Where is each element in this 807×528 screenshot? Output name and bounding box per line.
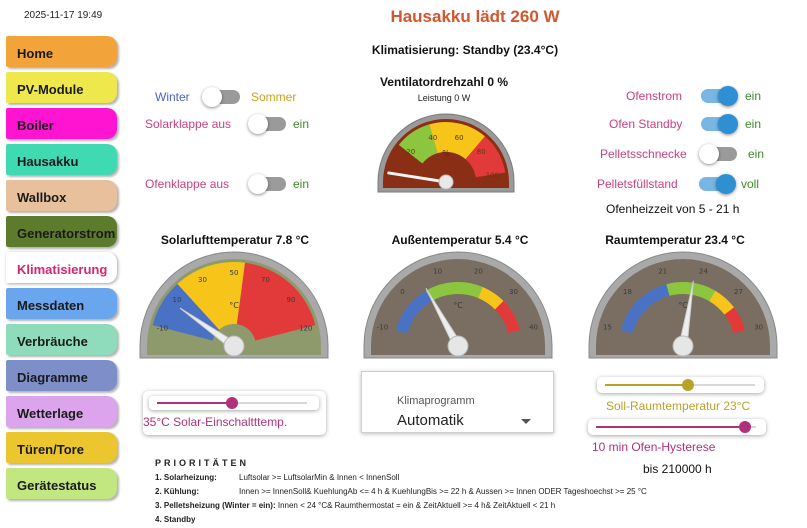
gauge-tick-label: 40 [529,323,539,332]
gauge-unit-label: °C [678,301,688,310]
priorities-heading: PRIORITÄTEN [155,458,250,468]
ofen-standby-toggle[interactable] [701,117,735,131]
gauge-tick-label: 27 [734,288,743,297]
ofenklappe-on-label: ein [293,177,310,191]
gauge-unit-label: °C [453,301,463,310]
fan-tick-label: 20 [406,147,416,156]
gauge-solar [138,254,330,360]
gauge-tick-label: 24 [698,267,708,276]
nav-item-12[interactable]: Gerätestatus [6,468,117,499]
priority-text: Luftsolar >= LuftsolarMin & Innen < InnenSoll [239,473,400,482]
gauge-tick-label: 50 [229,269,239,277]
toggle-knob [718,114,738,134]
priority-text: Innen < 24 °C& Raumthermostat = ein & ZeitAktuell >= 4 h& ZeitAktuell < 21 h [277,501,556,510]
klimaprogramm-select[interactable] [361,371,554,433]
fan-gauge [374,108,518,196]
gauge-tick-label: 70 [261,276,270,285]
priority-label: 2. Kühlung: [155,487,199,496]
solar-threshold-label: 35°C Solar-Einschaltttemp. [143,415,288,429]
gauge-tick-label: 30 [754,323,764,332]
toggle-knob [716,174,736,194]
ofenklappe-label: Ofenklappe aus [145,177,230,191]
slider-track [605,384,755,386]
nav-item-6[interactable]: Klimatisierung [6,252,117,283]
nav-item-2[interactable]: Boiler [6,108,117,139]
gauge-tick-label: 10 [172,295,182,304]
season-toggle[interactable] [206,90,240,104]
gauge-aussen-title: Außentemperatur 5.4 °C [391,233,529,247]
fan-tick-label: 100 [485,171,500,180]
nav-item-7[interactable]: Messdaten [6,288,117,319]
hysterese-label: 10 min Ofen-Hysterese [592,440,716,454]
slider-thumb[interactable] [739,421,751,433]
priority-row-3 [155,501,555,510]
toggle-knob [202,87,222,107]
priority-row-4 [155,515,195,524]
ofen-standby-label: Ofen Standby [609,117,683,131]
season-winter-label: Winter [155,90,190,104]
gauge-tick-label: 18 [623,288,632,297]
nav-item-3[interactable]: Hausakku [6,144,117,175]
gauge-tick-label: -10 [156,324,169,333]
pelletsschnecke-on-label: ein [748,147,765,161]
priority-text: Innen >= InnenSoll& KuehlungAb <= 4 h & KuehlungBis >= 22 h & Aussen >= Innen ODER Tageshoechst >= 25 °C [239,487,647,496]
gauge-solar-title: Solarlufttemperatur 7.8 °C [160,233,310,247]
nav-item-0[interactable]: Home [6,36,117,67]
toggle-knob [248,114,268,134]
solarklappe-toggle[interactable] [252,117,286,131]
ofenstrom-on-label: ein [745,89,762,103]
season-sommer-label: Sommer [251,90,297,104]
gauge-needle-hub [224,336,244,356]
gauge-needle-hub [448,336,468,356]
gauge-tick-label: -10 [376,323,389,332]
page-title: Hausakku lädt 260 W [390,7,560,26]
slider-thumb[interactable] [682,379,694,391]
chevron-down-icon [521,419,531,424]
gauge-tick-label: 90 [286,295,296,304]
soll-temp-slider[interactable] [597,377,764,393]
fan-needle-hub [439,175,453,189]
fan-tick-label: 40 [428,133,438,142]
gauge-tick-label: 120 [298,324,313,333]
pelletsfuellstand-toggle[interactable] [699,177,733,191]
klimaprogramm-caption: Klimaprogramm [397,395,475,407]
gauge-tick-label: 20 [473,267,483,276]
nav-item-1[interactable]: PV-Module [6,72,117,103]
pelletsfuellstand-on-label: voll [741,177,760,191]
solar-threshold-slider[interactable] [149,396,319,410]
fan-unit-label: % [442,149,450,158]
priority-row-2 [155,487,647,496]
slider-thumb[interactable] [226,397,238,409]
climate-status: Klimatisierung: Standby (23.4°C) [371,43,559,57]
solar-threshold-slider-card [143,391,326,435]
solarklappe-on-label: ein [293,117,310,131]
toggle-knob [718,86,738,106]
priority-row-1 [155,473,399,482]
hysterese-slider[interactable] [588,419,766,435]
priority-label: 3. Pelletsheizung (Winter = ein): [155,501,276,510]
ofenstrom-toggle[interactable] [701,89,735,103]
solarklappe-label: Solarklappe aus [145,117,232,131]
gauge-unit-label: °C [229,301,239,310]
fan-power-text: Leistung 0 W [417,93,471,103]
slider-track [596,426,756,428]
datetime: 2025-11-17 19:49 [24,10,103,21]
nav-item-8[interactable]: Verbräuche [6,324,117,355]
ofenheizzeit-text: Ofenheizzeit von 5 - 21 h [606,202,740,216]
nav-item-11[interactable]: Türen/Tore [6,432,117,463]
soll-temp-label: Soll-Raumtemperatur 23°C [606,399,751,413]
gauge-tick-label: 0 [400,288,405,297]
ofenstrom-label: Ofenstrom [626,89,683,103]
gauge-raum [587,254,779,360]
gauge-tick-label: 30 [509,288,518,297]
nav-item-5[interactable]: Generatorstrom [6,216,117,247]
priority-label: 4. Standby [155,515,196,524]
gauge-aussen [362,254,554,360]
nav-item-10[interactable]: Wetterlage [6,396,117,427]
gauge-tick-label: 15 [602,323,612,332]
priority-label: 1. Solarheizung: [155,473,217,482]
toggle-knob [699,144,719,164]
pelletsschnecke-toggle[interactable] [703,147,737,161]
gauge-raum-title: Raumtemperatur 23.4 °C [605,233,745,247]
pelletsfuellstand-label: Pelletsfüllstand [597,177,678,191]
gauge-needle-hub [673,336,693,356]
klimaprogramm-value: Automatik [397,412,464,429]
pelletsschnecke-label: Pelletsschnecke [600,147,687,161]
ofen-standby-on-label: ein [745,117,762,131]
nav-item-4[interactable]: Wallbox [6,180,117,211]
ofenklappe-toggle[interactable] [252,177,286,191]
fan-gauge-title: Ventilatordrehzahl 0 % [379,75,509,89]
toggle-knob [248,174,268,194]
gauge-tick-label: 30 [198,276,207,285]
bis-text: bis 210000 h [643,462,712,476]
fan-tick-label: 80 [476,147,486,156]
gauge-tick-label: 21 [658,267,668,276]
gauge-tick-label: 10 [433,267,443,276]
nav-item-9[interactable]: Diagramme [6,360,117,391]
fan-tick-label: 60 [454,133,464,142]
